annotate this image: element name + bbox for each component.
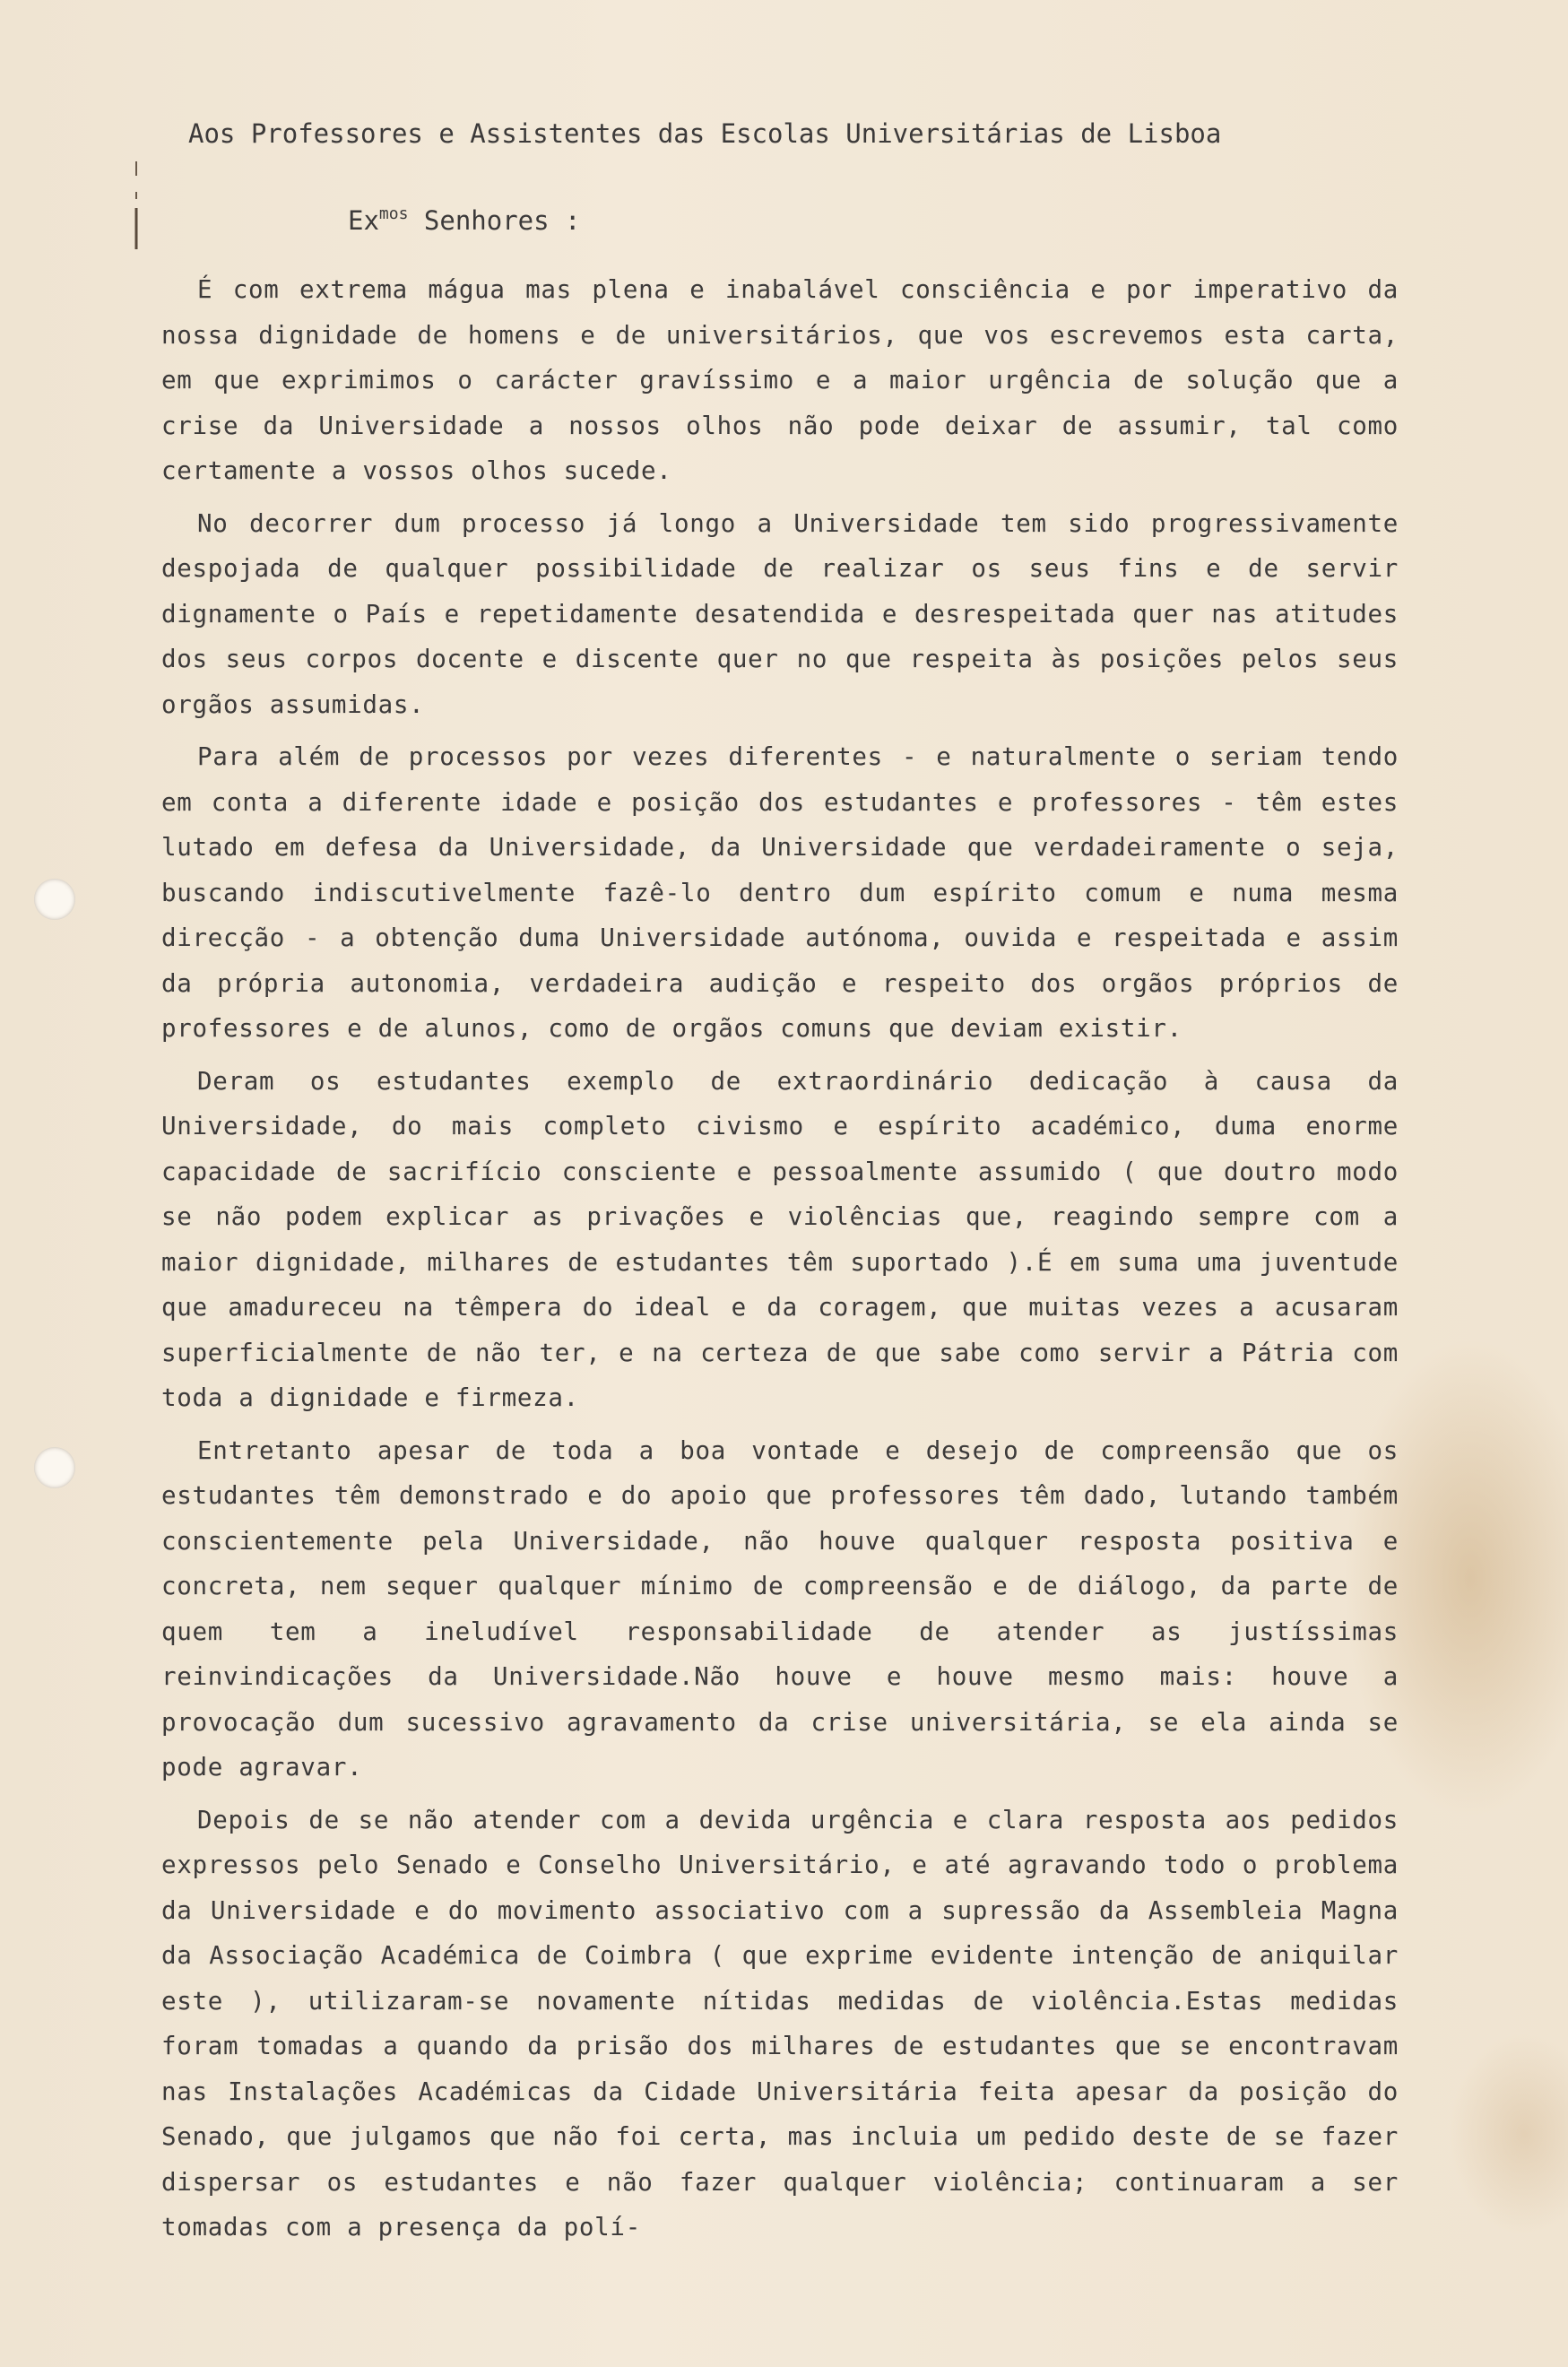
punch-hole-top: [34, 879, 75, 920]
salutation-superscript: mos: [378, 204, 409, 223]
salutation-prefix: Ex: [348, 205, 379, 236]
punch-hole-bottom: [34, 1447, 75, 1488]
paragraph-4: Deram os estudantes exemplo de extraordinário dedicação à causa da Universidade, do mais completo civismo e espírito académico, duma enorme capacidade de sacrifício consciente e pessoalmente assumido ( que doutro modo se não podem explicar as privações e violências que, reagindo sempre com a maior dignidade, milhares de estudantes têm suportado ).É em suma uma juventude que amadureceu na têmpera do ideal e da coragem, que muitas vezes a acusaram superficialmente de não ter, e na certeza de que sabe como servir a Pátria com toda a dignidade e firmeza.: [161, 1066, 1399, 1412]
paragraph-2: No decorrer dum processo já longo a Universidade tem sido progressivamente despojada de qualquer possibilidade de realizar os seus fins e de servir dignamente o País e repetidamente desatendida e desrespeitada quer nas atitudes dos seus corpos docente e discente quer no que respeita às posições pelos seus orgãos assumidas.: [161, 508, 1399, 719]
paragraph-1: É com extrema mágua mas plena e inabalável consciência e por imperativo da nossa dignidade de homens e de universitários, que vos escrevemos esta carta, em que exprimimos o carácter gravíssimo e a maior urgência de solução que a crise da Universidade a nossos olhos não pode deixar de assumir, tal como certamente a vossos olhos sucede.: [161, 275, 1399, 485]
paragraph-6: Depois de se não atender com a devida urgência e clara resposta aos pedidos expressos pelo Senado e Conselho Universitário, e até agravando todo o problema da Universidade e do movimento associativo com a supressão da Assembleia Magna da Associação Académica de Coimbra ( que exprime evidente intenção de aniquilar este ), utilizaram-se novamente nítidas medidas de violência.Estas medidas foram tomadas a quando da prisão dos milhares de estudantes que se encontravam nas Instalações Académicas da Cidade Universitária feita apesar da posição do Senado, que julgamos que não foi certa, mas incluia um pedido deste de se fazer dispersar os estudantes e não fazer qualquer violência; continuaram a ser tomadas com a presença da polí-: [161, 1805, 1399, 2241]
salutation: [348, 204, 581, 236]
paragraph-3: Para além de processos por vezes diferentes - e naturalmente o seriam tendo em conta a diferente idade e posição dos estudantes e professores - têm estes lutado em defesa da Universidade, da Universidade que verdadeiramente o seja, buscando indiscutivelmente fazê-lo dentro dum espírito comum e numa mesma direcção - a obtenção duma Universidade autónoma, ouvida e respeitada e assim da própria autonomia, verdadeira audição e respeito dos orgãos próprios de professores e de alunos, como de orgãos comuns que deviam existir.: [161, 742, 1399, 1043]
ink-margin-mark: [133, 161, 140, 251]
paragraph-5: Entretanto apesar de toda a boa vontade e desejo de compreensão que os estudantes têm demonstrado e do apoio que professores têm dado, lutando também conscientemente pela Universidade, não houve qualquer resposta positiva e concreta, nem sequer qualquer mínimo de compreensão e de diálogo, da parte de quem tem a ineludível responsabilidade de atender as justíssimas reinvindicações da Universidade.Não houve e houve mesmo mais: houve a provocação dum sucessivo agravamento da crise universitária, se ela ainda se pode agravar.: [161, 1435, 1399, 1782]
salutation-rest: Senhores :: [408, 205, 581, 236]
letter-body: [161, 267, 1399, 2258]
letter-heading: Aos Professores e Assistentes das Escolas Universitárias de Lisboa: [188, 118, 1222, 149]
